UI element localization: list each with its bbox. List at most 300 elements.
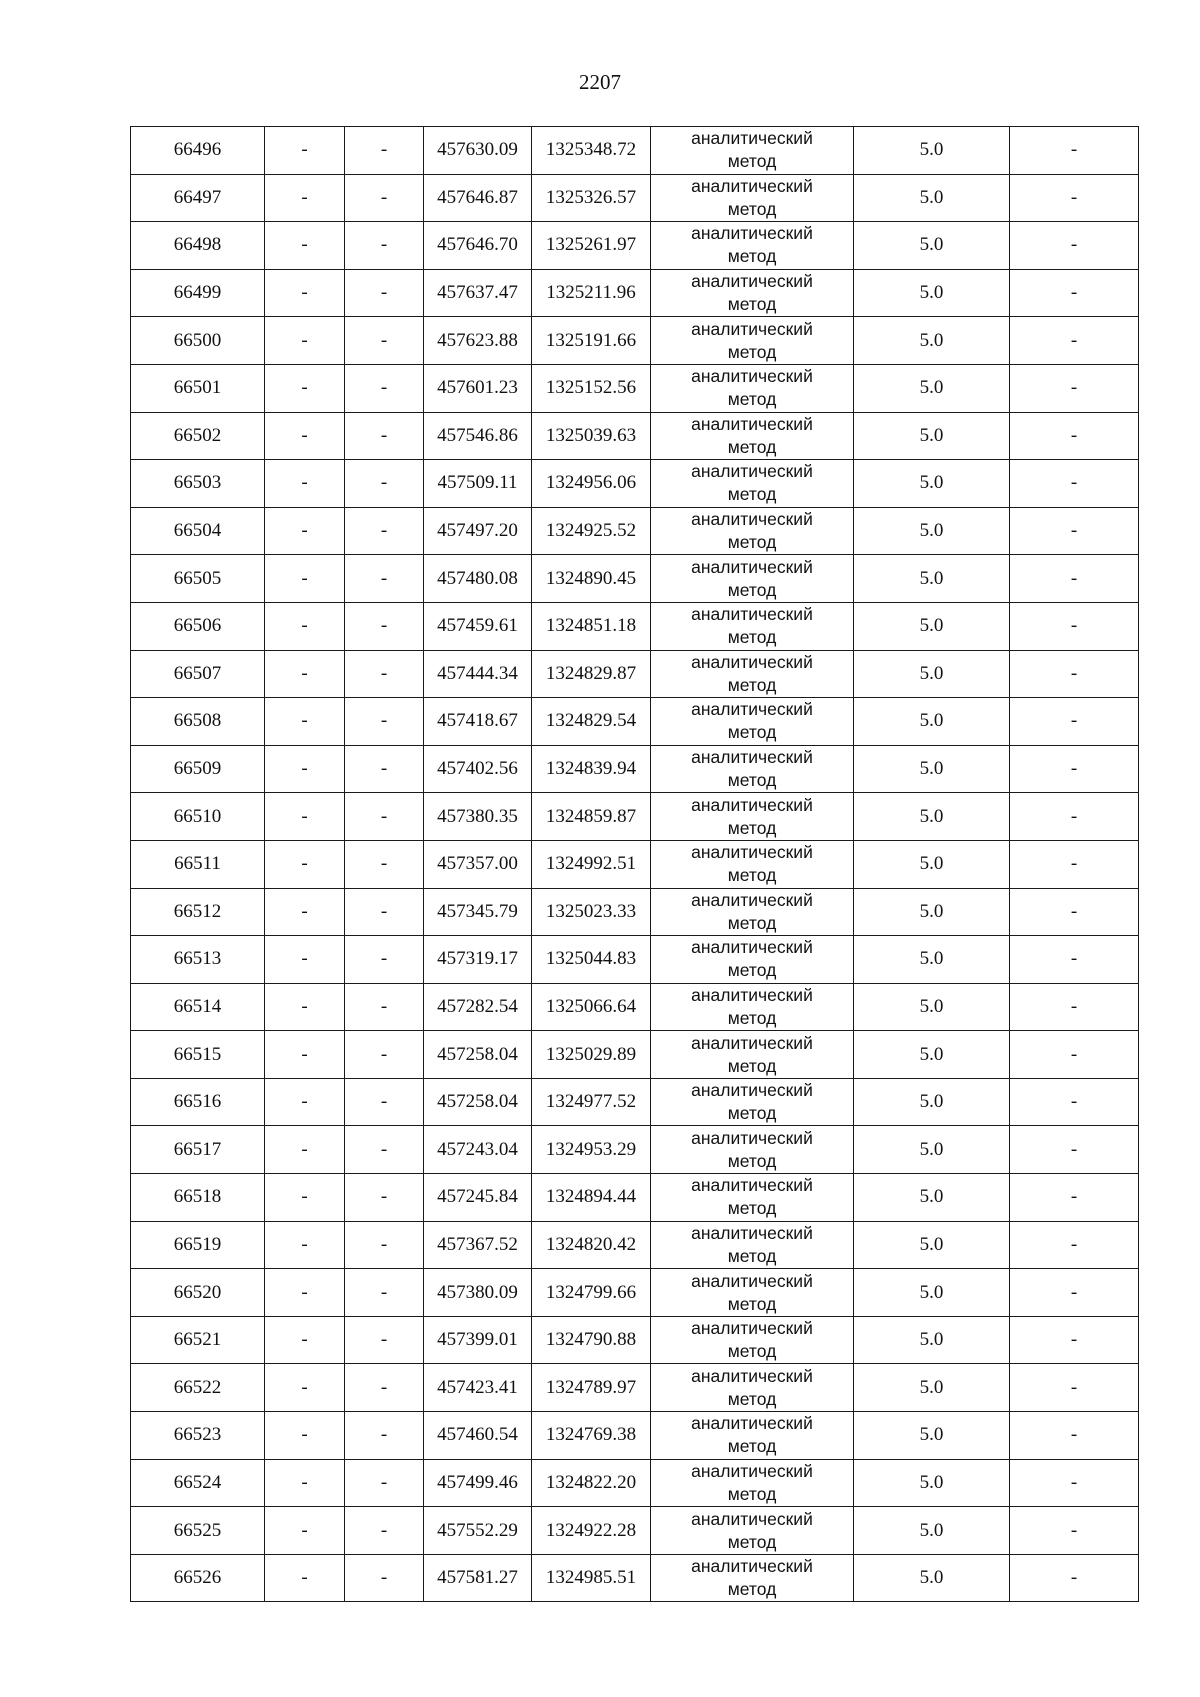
y-coordinate-cell: 1324956.06 (532, 460, 651, 508)
empty-column-2-cell: - (265, 1459, 345, 1507)
x-coordinate-cell: 457499.46 (424, 1459, 532, 1507)
method-line-1: аналитический (691, 1556, 813, 1577)
method-cell (651, 650, 854, 698)
method-line-2: метод (727, 532, 777, 553)
page-number: 2207 (579, 70, 621, 94)
x-coordinate-cell: 457345.79 (424, 888, 532, 936)
method-line-2: метод (727, 722, 777, 743)
method-cell (651, 222, 854, 270)
y-coordinate-cell: 1324769.38 (532, 1412, 651, 1460)
empty-column-2-cell: - (265, 888, 345, 936)
accuracy-cell: 5.0 (854, 793, 1010, 841)
note-cell: - (1010, 1364, 1139, 1412)
accuracy-cell: 5.0 (854, 840, 1010, 888)
method-cell (651, 1412, 854, 1460)
table-row (131, 1364, 1139, 1412)
method-line-1: аналитический (691, 556, 813, 577)
point-number-cell: 66510 (131, 793, 265, 841)
x-coordinate-cell: 457243.04 (424, 1126, 532, 1174)
method-cell (651, 888, 854, 936)
method-cell (651, 127, 854, 175)
note-cell: - (1010, 1412, 1139, 1460)
y-coordinate-cell: 1324894.44 (532, 1174, 651, 1222)
note-cell: - (1010, 840, 1139, 888)
point-number-cell: 66525 (131, 1507, 265, 1555)
x-coordinate-cell: 457367.52 (424, 1221, 532, 1269)
x-coordinate-cell: 457459.61 (424, 602, 532, 650)
method-line-1: аналитический (691, 128, 813, 149)
empty-column-2-cell: - (265, 317, 345, 365)
empty-column-2-cell: - (265, 936, 345, 984)
method-line-1: аналитический (691, 842, 813, 863)
x-coordinate-cell: 457418.67 (424, 698, 532, 746)
empty-column-3-cell: - (345, 174, 424, 222)
method-line-2: метод (727, 1436, 777, 1457)
table-row (131, 1269, 1139, 1317)
x-coordinate-cell: 457646.70 (424, 222, 532, 270)
x-coordinate-cell: 457581.27 (424, 1554, 532, 1602)
point-number-cell: 66514 (131, 983, 265, 1031)
method-cell (651, 698, 854, 746)
method-cell (651, 983, 854, 1031)
method-line-1: аналитический (691, 461, 813, 482)
method-line-1: аналитический (691, 1318, 813, 1339)
method-line-2: метод (727, 1150, 777, 1171)
note-cell: - (1010, 745, 1139, 793)
point-number-cell: 66498 (131, 222, 265, 270)
y-coordinate-cell: 1324799.66 (532, 1269, 651, 1317)
empty-column-3-cell: - (345, 888, 424, 936)
accuracy-cell: 5.0 (854, 1221, 1010, 1269)
note-cell: - (1010, 1221, 1139, 1269)
point-number-cell: 66518 (131, 1174, 265, 1222)
table-row (131, 364, 1139, 412)
y-coordinate-cell: 1324890.45 (532, 555, 651, 603)
point-number-cell: 66519 (131, 1221, 265, 1269)
method-line-2: метод (727, 1579, 777, 1600)
x-coordinate-cell: 457258.04 (424, 1078, 532, 1126)
point-number-cell: 66523 (131, 1412, 265, 1460)
accuracy-cell: 5.0 (854, 1316, 1010, 1364)
x-coordinate-cell: 457630.09 (424, 127, 532, 175)
method-line-2: метод (727, 246, 777, 267)
y-coordinate-cell: 1325261.97 (532, 222, 651, 270)
method-cell (651, 460, 854, 508)
accuracy-cell: 5.0 (854, 317, 1010, 365)
empty-column-3-cell: - (345, 1031, 424, 1079)
point-number-cell: 66508 (131, 698, 265, 746)
table-row (131, 269, 1139, 317)
accuracy-cell: 5.0 (854, 1269, 1010, 1317)
method-cell (651, 507, 854, 555)
table-body (131, 127, 1139, 1602)
note-cell: - (1010, 650, 1139, 698)
x-coordinate-cell: 457245.84 (424, 1174, 532, 1222)
note-cell: - (1010, 269, 1139, 317)
method-cell (651, 1031, 854, 1079)
y-coordinate-cell: 1324789.97 (532, 1364, 651, 1412)
y-coordinate-cell: 1324829.54 (532, 698, 651, 746)
y-coordinate-cell: 1324859.87 (532, 793, 651, 841)
y-coordinate-cell: 1324822.20 (532, 1459, 651, 1507)
x-coordinate-cell: 457258.04 (424, 1031, 532, 1079)
method-line-1: аналитический (691, 1365, 813, 1386)
method-line-2: метод (727, 1341, 777, 1362)
y-coordinate-cell: 1325348.72 (532, 127, 651, 175)
empty-column-2-cell: - (265, 269, 345, 317)
point-number-cell: 66497 (131, 174, 265, 222)
note-cell: - (1010, 222, 1139, 270)
empty-column-3-cell: - (345, 840, 424, 888)
empty-column-3-cell: - (345, 507, 424, 555)
point-number-cell: 66501 (131, 364, 265, 412)
empty-column-3-cell: - (345, 1126, 424, 1174)
y-coordinate-cell: 1324992.51 (532, 840, 651, 888)
point-number-cell: 66496 (131, 127, 265, 175)
accuracy-cell: 5.0 (854, 698, 1010, 746)
table-row (131, 1126, 1139, 1174)
method-cell (651, 364, 854, 412)
method-cell (651, 840, 854, 888)
method-line-1: аналитический (691, 889, 813, 910)
table-row (131, 793, 1139, 841)
point-number-cell: 66516 (131, 1078, 265, 1126)
y-coordinate-cell: 1325326.57 (532, 174, 651, 222)
x-coordinate-cell: 457546.86 (424, 412, 532, 460)
table-row (131, 602, 1139, 650)
empty-column-3-cell: - (345, 460, 424, 508)
method-line-2: метод (727, 674, 777, 695)
point-number-cell: 66507 (131, 650, 265, 698)
table-row (131, 1078, 1139, 1126)
note-cell: - (1010, 602, 1139, 650)
x-coordinate-cell: 457444.34 (424, 650, 532, 698)
y-coordinate-cell: 1324829.87 (532, 650, 651, 698)
note-cell: - (1010, 127, 1139, 175)
point-number-cell: 66502 (131, 412, 265, 460)
empty-column-3-cell: - (345, 1459, 424, 1507)
y-coordinate-cell: 1324851.18 (532, 602, 651, 650)
note-cell: - (1010, 460, 1139, 508)
y-coordinate-cell: 1324985.51 (532, 1554, 651, 1602)
method-line-2: метод (727, 1055, 777, 1076)
table-row (131, 1554, 1139, 1602)
empty-column-3-cell: - (345, 412, 424, 460)
method-line-2: метод (727, 1531, 777, 1552)
note-cell: - (1010, 364, 1139, 412)
empty-column-3-cell: - (345, 127, 424, 175)
y-coordinate-cell: 1325152.56 (532, 364, 651, 412)
method-line-2: метод (727, 1245, 777, 1266)
y-coordinate-cell: 1325039.63 (532, 412, 651, 460)
point-number-cell: 66513 (131, 936, 265, 984)
method-line-1: аналитический (691, 699, 813, 720)
method-cell (651, 174, 854, 222)
point-number-cell: 66499 (131, 269, 265, 317)
table-row (131, 840, 1139, 888)
method-line-1: аналитический (691, 413, 813, 434)
point-number-cell: 66521 (131, 1316, 265, 1364)
point-number-cell: 66524 (131, 1459, 265, 1507)
empty-column-2-cell: - (265, 1412, 345, 1460)
point-number-cell: 66515 (131, 1031, 265, 1079)
y-coordinate-cell: 1325023.33 (532, 888, 651, 936)
table-row (131, 1459, 1139, 1507)
method-line-2: метод (727, 865, 777, 886)
accuracy-cell: 5.0 (854, 1364, 1010, 1412)
accuracy-cell: 5.0 (854, 745, 1010, 793)
method-line-1: аналитический (691, 175, 813, 196)
method-line-1: аналитический (691, 937, 813, 958)
method-line-1: аналитический (691, 794, 813, 815)
x-coordinate-cell: 457601.23 (424, 364, 532, 412)
empty-column-2-cell: - (265, 222, 345, 270)
empty-column-3-cell: - (345, 650, 424, 698)
y-coordinate-cell: 1325044.83 (532, 936, 651, 984)
table-row (131, 412, 1139, 460)
empty-column-2-cell: - (265, 127, 345, 175)
accuracy-cell: 5.0 (854, 650, 1010, 698)
point-number-cell: 66512 (131, 888, 265, 936)
note-cell: - (1010, 1316, 1139, 1364)
accuracy-cell: 5.0 (854, 127, 1010, 175)
method-line-2: метод (727, 198, 777, 219)
note-cell: - (1010, 507, 1139, 555)
method-line-1: аналитический (691, 271, 813, 292)
accuracy-cell: 5.0 (854, 602, 1010, 650)
method-line-1: аналитический (691, 1032, 813, 1053)
method-line-2: метод (727, 1007, 777, 1028)
method-line-2: метод (727, 1293, 777, 1314)
method-line-2: метод (727, 579, 777, 600)
note-cell: - (1010, 1174, 1139, 1222)
note-cell: - (1010, 983, 1139, 1031)
accuracy-cell: 5.0 (854, 936, 1010, 984)
method-cell (651, 745, 854, 793)
accuracy-cell: 5.0 (854, 1126, 1010, 1174)
method-line-1: аналитический (691, 1175, 813, 1196)
note-cell: - (1010, 1031, 1139, 1079)
note-cell: - (1010, 1126, 1139, 1174)
empty-column-2-cell: - (265, 1554, 345, 1602)
method-line-1: аналитический (691, 1413, 813, 1434)
empty-column-2-cell: - (265, 1221, 345, 1269)
note-cell: - (1010, 1554, 1139, 1602)
empty-column-3-cell: - (345, 1507, 424, 1555)
accuracy-cell: 5.0 (854, 1174, 1010, 1222)
note-cell: - (1010, 698, 1139, 746)
table-row (131, 1316, 1139, 1364)
accuracy-cell: 5.0 (854, 269, 1010, 317)
empty-column-2-cell: - (265, 364, 345, 412)
note-cell: - (1010, 555, 1139, 603)
empty-column-2-cell: - (265, 1174, 345, 1222)
accuracy-cell: 5.0 (854, 1412, 1010, 1460)
empty-column-2-cell: - (265, 555, 345, 603)
table-row (131, 1174, 1139, 1222)
table-row (131, 888, 1139, 936)
method-line-2: метод (727, 294, 777, 315)
method-line-1: аналитический (691, 318, 813, 339)
accuracy-cell: 5.0 (854, 1031, 1010, 1079)
method-line-1: аналитический (691, 1222, 813, 1243)
x-coordinate-cell: 457380.35 (424, 793, 532, 841)
x-coordinate-cell: 457357.00 (424, 840, 532, 888)
x-coordinate-cell: 457480.08 (424, 555, 532, 603)
method-line-1: аналитический (691, 747, 813, 768)
y-coordinate-cell: 1324839.94 (532, 745, 651, 793)
method-cell (651, 1554, 854, 1602)
y-coordinate-cell: 1324820.42 (532, 1221, 651, 1269)
empty-column-3-cell: - (345, 269, 424, 317)
method-cell (651, 602, 854, 650)
empty-column-3-cell: - (345, 1269, 424, 1317)
y-coordinate-cell: 1325066.64 (532, 983, 651, 1031)
empty-column-2-cell: - (265, 650, 345, 698)
empty-column-2-cell: - (265, 412, 345, 460)
note-cell: - (1010, 936, 1139, 984)
empty-column-2-cell: - (265, 1269, 345, 1317)
method-line-1: аналитический (691, 509, 813, 530)
method-line-2: метод (727, 960, 777, 981)
point-number-cell: 66511 (131, 840, 265, 888)
method-cell (651, 1269, 854, 1317)
empty-column-3-cell: - (345, 1554, 424, 1602)
y-coordinate-cell: 1324922.28 (532, 1507, 651, 1555)
empty-column-2-cell: - (265, 460, 345, 508)
empty-column-3-cell: - (345, 745, 424, 793)
note-cell: - (1010, 1459, 1139, 1507)
table-row (131, 127, 1139, 175)
method-cell (651, 1221, 854, 1269)
x-coordinate-cell: 457509.11 (424, 460, 532, 508)
point-number-cell: 66526 (131, 1554, 265, 1602)
x-coordinate-cell: 457646.87 (424, 174, 532, 222)
accuracy-cell: 5.0 (854, 888, 1010, 936)
point-number-cell: 66500 (131, 317, 265, 365)
table-row (131, 1031, 1139, 1079)
table-row (131, 698, 1139, 746)
note-cell: - (1010, 317, 1139, 365)
method-cell (651, 1459, 854, 1507)
method-cell (651, 1126, 854, 1174)
empty-column-3-cell: - (345, 1364, 424, 1412)
empty-column-2-cell: - (265, 793, 345, 841)
x-coordinate-cell: 457423.41 (424, 1364, 532, 1412)
table-row (131, 1412, 1139, 1460)
method-cell (651, 412, 854, 460)
note-cell: - (1010, 1507, 1139, 1555)
method-line-1: аналитический (691, 651, 813, 672)
method-line-2: метод (727, 484, 777, 505)
accuracy-cell: 5.0 (854, 1507, 1010, 1555)
x-coordinate-cell: 457637.47 (424, 269, 532, 317)
method-line-2: метод (727, 1198, 777, 1219)
method-line-1: аналитический (691, 1080, 813, 1101)
accuracy-cell: 5.0 (854, 507, 1010, 555)
method-line-1: аналитический (691, 366, 813, 387)
empty-column-3-cell: - (345, 1221, 424, 1269)
table-row (131, 983, 1139, 1031)
point-number-cell: 66504 (131, 507, 265, 555)
empty-column-2-cell: - (265, 1126, 345, 1174)
y-coordinate-cell: 1325029.89 (532, 1031, 651, 1079)
method-cell (651, 1364, 854, 1412)
empty-column-3-cell: - (345, 555, 424, 603)
accuracy-cell: 5.0 (854, 222, 1010, 270)
empty-column-2-cell: - (265, 698, 345, 746)
method-cell (651, 1507, 854, 1555)
accuracy-cell: 5.0 (854, 555, 1010, 603)
empty-column-2-cell: - (265, 745, 345, 793)
empty-column-2-cell: - (265, 1507, 345, 1555)
point-number-cell: 66520 (131, 1269, 265, 1317)
x-coordinate-cell: 457460.54 (424, 1412, 532, 1460)
method-cell (651, 936, 854, 984)
method-line-2: метод (727, 912, 777, 933)
note-cell: - (1010, 1078, 1139, 1126)
x-coordinate-cell: 457282.54 (424, 983, 532, 1031)
x-coordinate-cell: 457623.88 (424, 317, 532, 365)
empty-column-3-cell: - (345, 602, 424, 650)
x-coordinate-cell: 457399.01 (424, 1316, 532, 1364)
empty-column-3-cell: - (345, 1316, 424, 1364)
empty-column-2-cell: - (265, 1364, 345, 1412)
accuracy-cell: 5.0 (854, 174, 1010, 222)
note-cell: - (1010, 888, 1139, 936)
note-cell: - (1010, 1269, 1139, 1317)
method-line-1: аналитический (691, 984, 813, 1005)
method-line-2: метод (727, 1388, 777, 1409)
point-number-cell: 66517 (131, 1126, 265, 1174)
empty-column-2-cell: - (265, 1316, 345, 1364)
accuracy-cell: 5.0 (854, 412, 1010, 460)
method-line-2: метод (727, 1483, 777, 1504)
method-line-1: аналитический (691, 604, 813, 625)
method-cell (651, 1078, 854, 1126)
accuracy-cell: 5.0 (854, 1078, 1010, 1126)
empty-column-2-cell: - (265, 507, 345, 555)
method-line-1: аналитический (691, 1460, 813, 1481)
accuracy-cell: 5.0 (854, 460, 1010, 508)
method-line-1: аналитический (691, 223, 813, 244)
note-cell: - (1010, 793, 1139, 841)
method-line-2: метод (727, 341, 777, 362)
method-line-2: метод (727, 770, 777, 791)
point-number-cell: 66503 (131, 460, 265, 508)
empty-column-2-cell: - (265, 840, 345, 888)
accuracy-cell: 5.0 (854, 983, 1010, 1031)
method-line-2: метод (727, 436, 777, 457)
method-line-1: аналитический (691, 1270, 813, 1291)
method-cell (651, 1316, 854, 1364)
table-row (131, 507, 1139, 555)
point-number-cell: 66505 (131, 555, 265, 603)
method-line-2: метод (727, 151, 777, 172)
x-coordinate-cell: 457402.56 (424, 745, 532, 793)
y-coordinate-cell: 1325191.66 (532, 317, 651, 365)
empty-column-2-cell: - (265, 602, 345, 650)
method-line-2: метод (727, 389, 777, 410)
method-cell (651, 1174, 854, 1222)
table-row (131, 745, 1139, 793)
empty-column-2-cell: - (265, 983, 345, 1031)
y-coordinate-cell: 1324790.88 (532, 1316, 651, 1364)
point-number-cell: 66509 (131, 745, 265, 793)
table-row (131, 555, 1139, 603)
method-cell (651, 555, 854, 603)
point-number-cell: 66506 (131, 602, 265, 650)
